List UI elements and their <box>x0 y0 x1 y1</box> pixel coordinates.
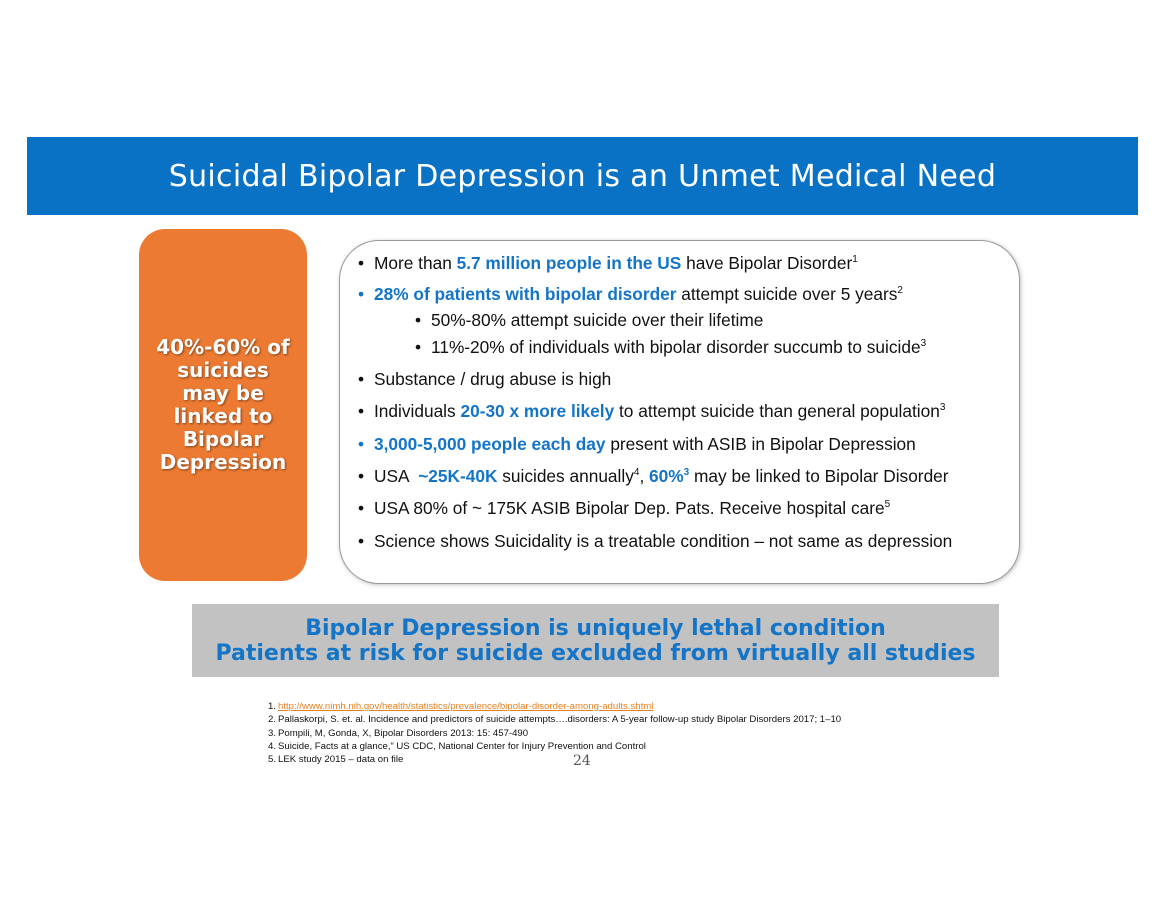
reference-item: 1. http://www.nimh.nih.gov/health/statistics/prevalence/bipolar-disorder-among-adults.shtml <box>268 701 654 712</box>
callout-box <box>139 229 307 581</box>
reference-item: 4. Suicide, Facts at a glance,” US CDC, National Center for Injury Prevention and Control <box>268 740 646 752</box>
bullet-item: • 28% of patients with bipolar disorder attempt suicide over 5 years$^2$ <box>374 283 903 305</box>
bullet-item: • USA ~25K-40K suicides annually$^4$, 60%$^3$ may be linked to Bipolar Disorder <box>374 465 949 487</box>
banner-line-1: Bipolar Depression is uniquely lethal condition <box>305 615 886 641</box>
bullet-item: • More than 5.7 million people in the US have Bipolar Disorder$^1$ <box>374 252 858 274</box>
slide-title: Suicidal Bipolar Depression is an Unmet Medical Need <box>168 158 997 194</box>
key-message-banner <box>192 604 999 677</box>
sub-bullet-item: • 50%-80% attempt suicide over their lifetime <box>431 309 763 331</box>
page-number: 24 <box>573 753 591 769</box>
title-bar <box>27 137 1138 215</box>
bullet-item: • Substance / drug abuse is high <box>374 368 611 390</box>
reference-link[interactable]: http://www.nimh.nih.gov/health/statistics/prevalence/bipolar-disorder-among-adults.shtml <box>278 701 654 712</box>
bullet-list-box <box>339 240 1020 584</box>
banner-line-2: Patients at risk for suicide excluded from virtually all studies <box>215 640 976 666</box>
sub-bullet-item: • 11%-20% of individuals with bipolar disorder succumb to suicide$^3$ <box>431 336 926 358</box>
bullet-item: • USA 80% of ~ 175K ASIB Bipolar Dep. Pats. Receive hospital care$^5$ <box>374 497 890 519</box>
reference-list <box>268 700 841 766</box>
bullet-item: • 3,000-5,000 people each day present with ASIB in Bipolar Depression <box>374 433 916 455</box>
reference-item: 2. Pallaskorpi, S. et. al. Incidence and predictors of suicide attempts….disorders: A 5-year follow-up study Bipolar Disorders 2017; 1–10 <box>268 714 842 726</box>
reference-item: 5. LEK study 2015 – data on file <box>268 754 404 766</box>
bullet-item: • Individuals 20-30 x more likely to attempt suicide than general population$^3$ <box>374 400 945 422</box>
reference-item: 3. Pompili, M, Gonda, X, Bipolar Disorders 2013: 15: 457-490 <box>268 727 529 739</box>
bullet-item: • Science shows Suicidality is a treatable condition – not same as depression <box>374 530 952 552</box>
callout-text: 40%-60% of suicides may be linked to Bipolar Depression <box>156 335 290 474</box>
